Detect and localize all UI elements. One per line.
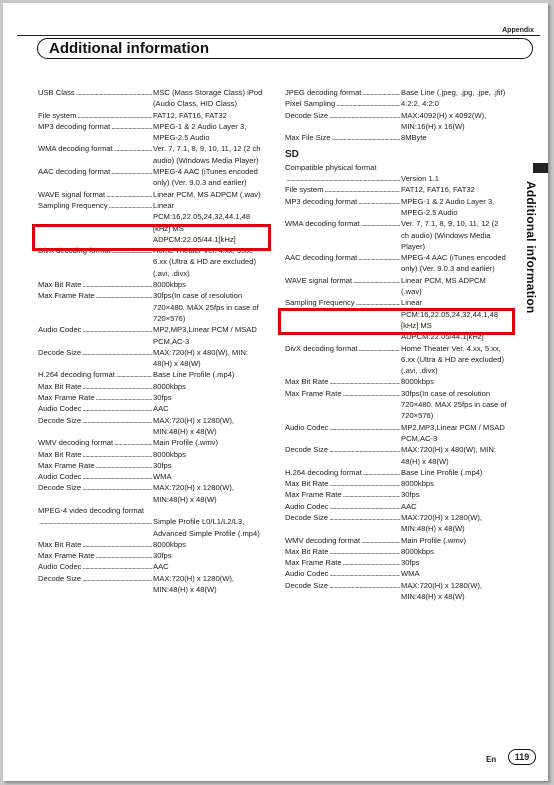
left-spec-list bbox=[38, 87, 268, 505]
side-section-label: Additional information bbox=[524, 181, 538, 314]
spec-value: MAX:720(H) x 1280(W), MIN:48(H) x 48(W) bbox=[153, 415, 235, 436]
spec-row bbox=[285, 535, 507, 546]
spec-label: Max Frame Rate bbox=[38, 291, 95, 301]
spec-label: Max Frame Rate bbox=[285, 388, 342, 398]
leader-dots bbox=[82, 573, 152, 584]
spec-value: MPEG-1 & 2 Audio Layer 3, MPEG-2.5 Audio bbox=[401, 196, 495, 217]
spec-label: Max Bit Rate bbox=[285, 546, 329, 556]
spec-label: Audio Codec bbox=[38, 472, 82, 482]
spec-value: Linear PCM:16,22.05,24,32,44.1,48 [kHz] MS ADPCM:22.05/44.1[kHz] bbox=[153, 200, 251, 244]
spec-label: H.264 decoding format bbox=[285, 467, 362, 477]
spec-row bbox=[285, 184, 507, 195]
leader-dots bbox=[343, 388, 400, 399]
spec-value: 30fps bbox=[401, 558, 420, 568]
spec-value: MAX:720(H) x 1280(W), MIN:48(H) x 48(W) bbox=[153, 573, 235, 595]
spec-value: Home Theater Ver. 4.xx, 5.xx, 6.xx (Ultra & HD are excluded) (.avi, .divx) bbox=[153, 246, 256, 278]
manual-page bbox=[3, 3, 548, 781]
spec-row bbox=[38, 460, 268, 471]
spec-value: AAC bbox=[401, 501, 417, 511]
spec-label: Max Frame Rate bbox=[38, 460, 95, 470]
spec-label: Audio Codec bbox=[38, 325, 82, 335]
spec-row bbox=[285, 87, 507, 98]
spec-row bbox=[38, 539, 268, 550]
spec-row bbox=[285, 489, 507, 500]
spec-label: DivX decoding format bbox=[38, 246, 111, 256]
sd-spec-list bbox=[285, 184, 507, 602]
spec-value: MAX:720(H) x 480(W), MIN: 48(H) x 48(W) bbox=[401, 445, 496, 466]
leader-dots bbox=[324, 184, 400, 195]
leader-dots bbox=[332, 132, 400, 143]
spec-label: Decode Size bbox=[38, 483, 82, 493]
spec-label: Decode Size bbox=[285, 445, 329, 455]
spec-row bbox=[38, 516, 268, 539]
leader-dots bbox=[329, 422, 400, 433]
leader-dots bbox=[329, 444, 400, 455]
spec-row bbox=[38, 110, 268, 121]
appendix-label: Appendix bbox=[502, 27, 534, 34]
leader-dots bbox=[96, 460, 152, 471]
spec-row bbox=[285, 557, 507, 568]
spec-label: Sampling Frequency bbox=[285, 298, 355, 308]
spec-row bbox=[285, 252, 507, 275]
spec-label: DivX decoding format bbox=[285, 343, 358, 353]
spec-row bbox=[285, 196, 507, 219]
spec-label: Max Bit Rate bbox=[38, 280, 82, 290]
leader-dots bbox=[82, 347, 152, 358]
leader-dots bbox=[361, 535, 400, 546]
spec-label: Max Frame Rate bbox=[38, 551, 95, 561]
leader-dots bbox=[82, 482, 152, 493]
spec-value: 30fps bbox=[153, 551, 172, 561]
spec-value: 8000kbps bbox=[153, 381, 186, 391]
spec-row bbox=[38, 324, 268, 347]
leader-dots bbox=[82, 471, 152, 482]
spec-label: MP3 decoding format bbox=[38, 121, 111, 131]
spec-label: WMV decoding format bbox=[38, 438, 114, 448]
spec-label: Audio Codec bbox=[38, 562, 82, 572]
side-tab-marker bbox=[533, 163, 548, 173]
leader-dots bbox=[329, 110, 400, 121]
spec-label: Max Bit Rate bbox=[38, 381, 82, 391]
leader-dots bbox=[82, 449, 152, 460]
leader-dots bbox=[82, 415, 152, 426]
leader-dots bbox=[114, 143, 152, 154]
spec-value: Base Line Profile (.mp4) bbox=[153, 370, 235, 380]
spec-label: Max Bit Rate bbox=[285, 377, 329, 387]
leader-dots bbox=[361, 218, 400, 229]
highlight-box-wave-sd bbox=[278, 308, 515, 335]
spec-label: Pixel Sampling bbox=[285, 99, 336, 109]
spec-value: FAT12, FAT16, FAT32 bbox=[153, 110, 227, 120]
spec-row bbox=[38, 369, 268, 380]
spec-value: AAC bbox=[153, 404, 169, 414]
spec-value: Linear PCM:16,22.05,24,32,44.1,48 [kHz] MS ADPCM:22.05/44.1[kHz] bbox=[401, 298, 499, 342]
highlight-box-wave-usb bbox=[32, 224, 271, 251]
spec-row bbox=[285, 376, 507, 387]
leader-dots bbox=[109, 200, 152, 211]
spec-label: Max Frame Rate bbox=[285, 558, 342, 568]
leader-dots bbox=[96, 550, 152, 561]
leader-dots bbox=[329, 376, 400, 387]
spec-value: 8000kbps bbox=[153, 449, 186, 459]
spec-value: Base Line Profile (.mp4) bbox=[401, 467, 483, 477]
spec-row bbox=[38, 381, 268, 392]
spec-row bbox=[285, 110, 507, 133]
spec-row bbox=[285, 162, 507, 173]
spec-value: MAX:720(H) x 1280(W), MIN:48(H) x 48(W) bbox=[153, 483, 235, 504]
spec-value: 30fps bbox=[153, 393, 172, 403]
spec-label: Audio Codec bbox=[285, 569, 329, 579]
spec-row bbox=[285, 580, 507, 603]
spec-row bbox=[285, 218, 507, 252]
spec-value: MP2,MP3,Linear PCM / MSAD PCM,AC-3 bbox=[401, 422, 505, 443]
leader-dots bbox=[286, 173, 400, 184]
spec-label: Max Bit Rate bbox=[38, 539, 82, 549]
spec-label: File system bbox=[38, 110, 77, 120]
spec-label: Max Frame Rate bbox=[285, 490, 342, 500]
leader-dots bbox=[76, 87, 152, 98]
spec-value: 30fps(In case of resolution 720×480. MAX 25fps in case of 720×576) bbox=[401, 388, 507, 421]
leader-dots bbox=[358, 196, 400, 207]
spec-label: File system bbox=[285, 185, 324, 195]
spec-value: Ver. 7, 7.1, 8, 9, 10, 11, 12 (2 ch audio) (Windows Media Player) bbox=[153, 144, 261, 165]
spec-row bbox=[38, 482, 268, 505]
spec-value: WMA bbox=[401, 569, 420, 579]
spec-value: MPEG-4 AAC (iTunes encoded only) (Ver. 9.0.3 and earlier) bbox=[153, 167, 258, 188]
spec-label: Max File Size bbox=[285, 133, 331, 143]
spec-label: H.264 decoding format bbox=[38, 370, 115, 380]
leader-dots bbox=[329, 580, 400, 591]
leader-dots bbox=[353, 275, 400, 286]
leader-dots bbox=[329, 501, 400, 512]
spec-row bbox=[38, 87, 268, 110]
spec-label: USB Class bbox=[38, 88, 75, 97]
spec-value: 30fps(In case of resolution 720×480. MAX 25fps in case of 720×576) bbox=[153, 291, 259, 323]
spec-row bbox=[38, 143, 268, 166]
spec-label: Decode Size bbox=[285, 580, 329, 590]
spec-row bbox=[38, 347, 268, 370]
section-title-box bbox=[37, 38, 533, 59]
spec-row bbox=[38, 550, 268, 561]
spec-label: Decode Size bbox=[38, 415, 82, 425]
spec-row bbox=[38, 392, 268, 403]
spec-label: WMV decoding format bbox=[285, 535, 361, 545]
spec-value: 8000kbps bbox=[401, 546, 434, 556]
spec-label: Max Frame Rate bbox=[38, 393, 95, 403]
section-title: Additional information bbox=[49, 40, 209, 57]
spec-value: Simple Profile L0/L1/L2/L3, Advanced Simple Profile (.mp4) bbox=[153, 517, 260, 538]
spec-value: MPEG-1 & 2 Audio Layer 3, MPEG-2.5 Audio bbox=[153, 121, 247, 143]
leader-dots bbox=[82, 279, 152, 290]
leader-dots bbox=[336, 98, 400, 109]
spec-value: MSC (Mass Storage Class) iPod (Audio Class, HID Class) bbox=[153, 88, 263, 109]
spec-label: AAC decoding format bbox=[38, 167, 111, 177]
spec-row bbox=[285, 388, 507, 422]
leader-dots bbox=[114, 437, 152, 448]
spec-label: MPEG-4 video decoding format bbox=[38, 505, 144, 515]
spec-row bbox=[38, 403, 268, 414]
spec-value: FAT12, FAT16, FAT32 bbox=[401, 185, 475, 195]
leader-dots bbox=[111, 121, 152, 132]
leader-dots bbox=[359, 343, 400, 354]
leader-dots bbox=[77, 110, 152, 121]
spec-row bbox=[38, 437, 268, 448]
spec-value: 8MByte bbox=[401, 133, 427, 143]
spec-value: MAX:4092(H) x 4092(W), MIN:16(H) x 16(W) bbox=[401, 110, 487, 131]
spec-value: Main Profile (.wmv) bbox=[401, 535, 466, 545]
leader-dots bbox=[343, 557, 400, 568]
spec-value: MAX:720(H) x 1280(W), MIN:48(H) x 48(W) bbox=[401, 512, 483, 534]
spec-row bbox=[285, 422, 507, 445]
spec-row bbox=[38, 573, 268, 596]
spec-row bbox=[285, 98, 507, 109]
spec-value: MAX:720(H) x 1280(W), MIN:48(H) x 48(W) bbox=[401, 580, 483, 602]
leader-dots bbox=[106, 189, 152, 200]
leader-dots bbox=[111, 166, 152, 177]
spec-row bbox=[285, 501, 507, 512]
leader-dots bbox=[82, 324, 152, 335]
sd-heading: SD bbox=[285, 149, 299, 161]
spec-label: Audio Codec bbox=[285, 422, 329, 432]
spec-row bbox=[285, 173, 507, 184]
spec-row bbox=[285, 132, 507, 143]
leader-dots bbox=[39, 516, 152, 527]
spec-label: Decode Size bbox=[38, 347, 82, 357]
leader-dots bbox=[363, 467, 400, 478]
spec-value: Main Profile (.wmv) bbox=[153, 438, 218, 448]
spec-row bbox=[285, 546, 507, 557]
spec-row bbox=[285, 343, 507, 377]
spec-label: Decode Size bbox=[285, 110, 329, 120]
spec-label: WAVE signal format bbox=[285, 275, 353, 285]
spec-row bbox=[285, 478, 507, 489]
spec-value: 8000kbps bbox=[401, 479, 434, 489]
spec-row bbox=[38, 279, 268, 290]
leader-dots bbox=[329, 478, 400, 489]
page-number: 119 bbox=[508, 749, 536, 765]
leader-dots bbox=[82, 381, 152, 392]
header-rule bbox=[17, 35, 540, 36]
mpeg4-spec-list bbox=[38, 539, 268, 595]
leader-dots bbox=[82, 539, 152, 550]
spec-label: WMA decoding format bbox=[285, 219, 360, 229]
spec-label: Audio Codec bbox=[38, 404, 82, 414]
spec-row bbox=[38, 189, 268, 200]
spec-row bbox=[285, 467, 507, 478]
leader-dots bbox=[358, 252, 400, 263]
leader-dots bbox=[329, 512, 400, 523]
spec-value: MPEG-4 AAC (iTunes encoded only) (Ver. 9.0.3 and earlier) bbox=[401, 253, 506, 274]
spec-value: Linear PCM, MS ADPCM (.wav) bbox=[401, 275, 486, 297]
leader-dots bbox=[96, 392, 152, 403]
spec-label: Decode Size bbox=[38, 573, 82, 583]
language-label: En bbox=[486, 755, 497, 764]
leader-dots bbox=[82, 403, 152, 414]
spec-value: Ver. 7, 7.1, 8, 9, 10, 11, 12 (2 ch audio) (Windows Media Player) bbox=[401, 219, 499, 251]
spec-label: AAC decoding format bbox=[285, 253, 358, 263]
spec-row bbox=[38, 561, 268, 572]
spec-label: WMA decoding format bbox=[38, 144, 113, 154]
spec-label: Compatible physical format bbox=[285, 162, 377, 172]
spec-label: JPEG decoding format bbox=[285, 88, 362, 97]
spec-row bbox=[285, 444, 507, 467]
spec-row bbox=[285, 568, 507, 579]
jpeg-spec-list bbox=[285, 87, 507, 143]
spec-row bbox=[285, 275, 507, 298]
spec-row bbox=[38, 471, 268, 482]
spec-row bbox=[38, 121, 268, 144]
spec-value: 8000kbps bbox=[153, 539, 186, 549]
spec-label: Max Bit Rate bbox=[38, 449, 82, 459]
spec-value: Home Theater Ver. 4.xx, 5.xx, 6.xx (Ultra & HD are excluded) (.avi, .divx) bbox=[401, 343, 504, 376]
spec-value: Version 1.1 bbox=[401, 174, 439, 184]
spec-value: 8000kbps bbox=[401, 377, 434, 387]
leader-dots bbox=[343, 489, 400, 500]
right-column bbox=[285, 87, 507, 602]
leader-dots bbox=[96, 290, 152, 301]
spec-row bbox=[38, 166, 268, 189]
spec-row bbox=[38, 449, 268, 460]
spec-label: Sampling Frequency bbox=[38, 200, 108, 210]
leader-dots bbox=[82, 561, 152, 572]
spec-label: WAVE signal format bbox=[38, 189, 106, 199]
spec-row bbox=[285, 512, 507, 535]
spec-value: 8000kbps bbox=[153, 280, 186, 290]
spec-row bbox=[38, 290, 268, 324]
spec-row bbox=[38, 505, 268, 516]
spec-label: Audio Codec bbox=[285, 501, 329, 511]
spec-value: MP2,MP3,Linear PCM / MSAD PCM,AC-3 bbox=[153, 325, 257, 346]
spec-row bbox=[38, 415, 268, 438]
left-column bbox=[38, 87, 268, 595]
spec-value: AAC bbox=[153, 562, 169, 572]
spec-value: Base Line (.jpeg, .jpg, .jpe, .jfif) bbox=[401, 88, 506, 97]
spec-value: MAX:720(H) x 480(W), MIN: 48(H) x 48(W) bbox=[153, 347, 248, 369]
spec-value: Linear PCM, MS ADPCM (.wav) bbox=[153, 189, 261, 199]
leader-dots bbox=[362, 87, 400, 98]
spec-label: Decode Size bbox=[285, 512, 329, 522]
spec-label: MP3 decoding format bbox=[285, 196, 358, 206]
leader-dots bbox=[329, 546, 400, 557]
spec-value: WMA bbox=[153, 472, 172, 482]
leader-dots bbox=[356, 297, 400, 308]
leader-dots bbox=[329, 568, 400, 579]
spec-value: 30fps bbox=[153, 460, 172, 470]
leader-dots bbox=[116, 369, 152, 380]
spec-value: 30fps bbox=[401, 490, 420, 500]
spec-label: Max Bit Rate bbox=[285, 479, 329, 489]
spec-value: 4:2:2, 4:2:0 bbox=[401, 99, 439, 109]
